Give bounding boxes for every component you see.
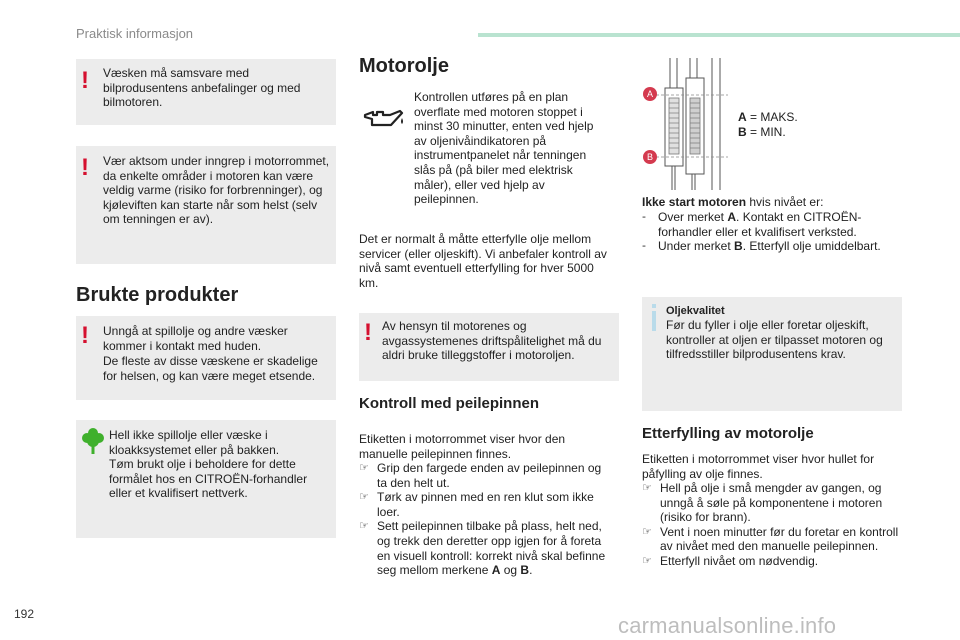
warning-box-skin: [76, 316, 336, 400]
legend-min: B = MIN.: [738, 125, 786, 139]
pointer-icon: ☞: [642, 553, 652, 567]
header-bar: [478, 33, 960, 37]
info-box-quality: [642, 297, 902, 411]
info-icon: [652, 304, 656, 308]
warning-text: Væsken må samsvare med bilprodusentens anbefalinger og med bilmotoren.: [103, 66, 301, 110]
no-start-text: Ikke start motoren hvis nivået er:: [642, 195, 824, 209]
watermark: carmanualsonline.info: [618, 613, 837, 638]
marker-a: A: [643, 87, 657, 101]
dipstick-steps: [359, 461, 614, 578]
subsection-heading: Kontroll med peilepinnen: [359, 395, 540, 412]
warning-box-fluid: [76, 59, 336, 125]
pointer-icon: ☞: [642, 524, 652, 538]
intro-text: Kontrollen utføres på en plan overflate med motoren stoppet i minst 30 minutter, enten ved hjelp av oljenivåindikatoren på instrumentpanelet når tenningen slås på (på biler med elektrisk måler), eller ved hjelp av peilepinnen.: [414, 90, 594, 207]
subsection-heading: Etterfylling av motorolje: [642, 425, 814, 442]
exclamation-icon: !: [364, 319, 372, 346]
pointer-icon: ☞: [359, 461, 369, 474]
page-number: 192: [14, 607, 35, 621]
list-item: ☞ Grip den fargede enden av peilepinnen og ta den helt ut.: [359, 461, 602, 490]
warning-text: De fleste av disse væskene er skadelige for helsen, og kan være meget etsende.: [103, 354, 318, 383]
topup-steps: [642, 481, 900, 569]
eco-box: [76, 420, 336, 538]
pointer-icon: ☞: [642, 481, 652, 494]
exclamation-icon: !: [81, 322, 89, 349]
normal-text: Det er normalt å måtte etterfylle olje mellom servicer (eller oljeskift). Vi anbefaler kontroll av nivå samt eventuell etterfylling for hver 5000 km.: [359, 232, 607, 290]
eco-text: Hell ikke spillolje eller væske i kloakksystemet eller på bakken.: [109, 428, 280, 457]
section-title: Praktisk informasjon: [76, 26, 194, 41]
list-item: - Under merket B. Etterfyll olje umiddelbart.: [642, 239, 881, 254]
eco-text: Tøm brukt olje i beholdere for dette formålet hos en CITROËN-forhandler eller et kvalifisert nettverk.: [109, 457, 308, 501]
list-item: ☞ Etterfyll nivået om nødvendig.: [642, 553, 819, 568]
list-item: ☞ Tørk av pinnen med en ren klut som ikke loer.: [359, 490, 594, 519]
list-item: ☞ Vent i noen minutter før du foretar en kontroll av nivået med den manuelle peilepinnen.: [642, 524, 899, 554]
marker-b: B: [643, 150, 657, 164]
list-item: ☞ Sett peilepinnen tilbake på plass, helt ned, og trekk den deretter opp igjen for å foreta en visuell kontroll: korrekt nivå skal befinne seg mellom merkene A og B.: [359, 519, 606, 578]
warning-text: Vær aktsom under inngrep i motorrommet, da enkelte områder i motoren kan være veldig varme (risiko for forbrenninger), og kjøleviften kan starte når som helst (selv om tenningen er av).: [103, 154, 330, 227]
exclamation-icon: !: [81, 154, 89, 181]
list-item: ☞ Hell på olje i små mengder av gangen, og unngå å søle på komponentene i motoren (risiko for brann).: [642, 481, 883, 525]
legend-max: A = MAKS.: [738, 110, 798, 124]
oil-can-icon: [362, 106, 404, 137]
section-heading: Brukte produkter: [76, 284, 239, 306]
warning-text: Av hensyn til motorenes og avgassystemenes driftspålitelighet må du aldri bruke tilleggstoffer i motoroljen.: [382, 319, 602, 363]
exclamation-icon: !: [81, 67, 89, 94]
level-conditions: [642, 210, 900, 254]
pointer-icon: ☞: [359, 519, 369, 533]
warning-box-additives: [359, 313, 619, 381]
list-item: - Over merket A. Kontakt en CITROËN-forhandler eller et kvalifisert verksted.: [642, 210, 862, 239]
dipstick-intro: Etiketten i motorrommet viser hvor den manuelle peilepinnen finnes.: [359, 432, 566, 461]
pointer-icon: ☞: [359, 490, 369, 504]
warning-text: Unngå at spillolje og andre væsker kommer i kontakt med huden.: [103, 324, 288, 353]
info-text: Før du fyller i olje eller foretar oljeskift, kontroller at oljen er tilpasset motoren og tilfredsstiller bilprodusentens krav.: [666, 318, 883, 362]
warning-box-hot: [76, 146, 336, 264]
page-heading: Motorolje: [359, 55, 449, 77]
info-title: Oljekvalitet: [666, 305, 725, 317]
topup-intro: Etiketten i motorrommet viser hvor hullet for påfylling av olje finnes.: [642, 452, 875, 481]
leaf-icon: [82, 427, 104, 460]
dipstick-illustration: [642, 58, 752, 195]
